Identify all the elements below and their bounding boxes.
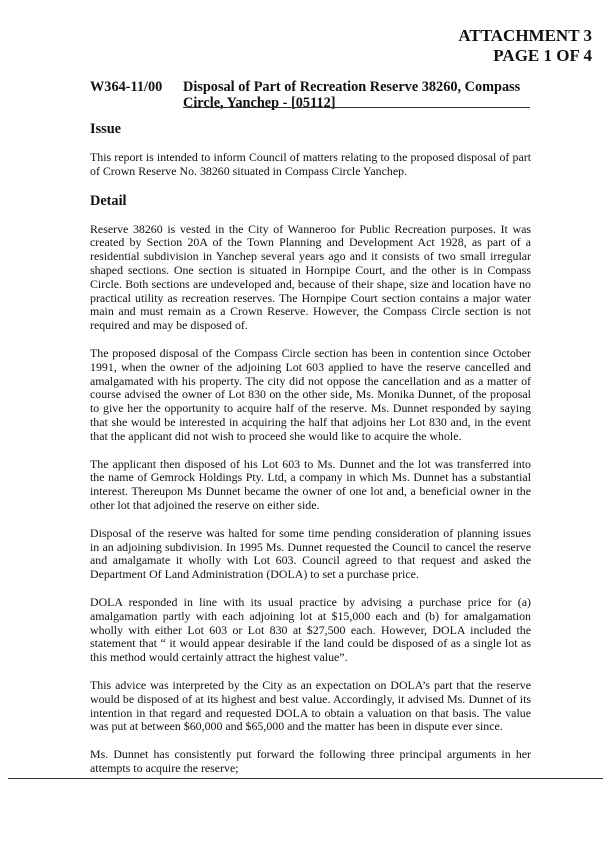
attachment-number: ATTACHMENT 3 — [458, 26, 592, 45]
report-code: W364-11/00 — [90, 79, 163, 95]
detail-paragraph-2: The proposed disposal of the Compass Circle section has been in contention since October 1991, when the owner of the adjoining Lot 603 applied to have the reserve cancelled and amalgamated with his property. The city did not oppose the cancellation and as a matter of course advised the owner of Lot 830 on the other side, Ms. Monika Dunnet, of the proposal to give her the opportunity to acquire half of the reserve. Ms. Dunnet responded by saying that she would be interested in acquiring the half that adjoins her Lot 830 and, in the event that the applicant did not wish to proceed she would like to acquire the whole. — [90, 345, 531, 443]
report-title: Disposal of Part of Recreation Reserve 38260, Compass Circle, Yanchep - [05112] — [183, 79, 521, 111]
detail-paragraph-7: Ms. Dunnet has consistently put forward the following three principal arguments in her attempts to acquire the reserve; — [90, 747, 531, 775]
heading-underline — [183, 107, 530, 108]
detail-paragraph-3: The applicant then disposed of his Lot 603 to Ms. Dunnet and the lot was transferred into the name of Gemrock Holdings Pty. Ltd, a company in which Ms. Dunnet has a substantial interest. Thereupon Ms Dunnet became the owner of one lot and, a beneficial owner in the other lot that adjoined the reserve on either side. — [90, 456, 531, 512]
page-indicator: PAGE 1 OF 4 — [493, 46, 592, 65]
detail-paragraph-4: Disposal of the reserve was halted for some time pending consideration of planning issues in an adjoining subdivision. In 1995 Ms. Dunnet requested the Council to cancel the reserve and amalgamate it wholly with Lot 603. Council agreed to that request and asked the Department Of Land Administration (DOLA) to set a purchase price. — [90, 525, 531, 582]
detail-paragraph-6: This advice was interpreted by the City as an expectation on DOLA’s part that the reserve would be disposed of at its highest and best value. Accordingly, it advised Ms. Dunnet of its intention in that regard and requested DOLA to obtain a valuation on that basis. The value was put at between $60,000 and $65,000 and the matter has been in dispute ever since. — [90, 677, 531, 734]
detail-paragraph-1: Reserve 38260 is vested in the City of Wanneroo for Public Recreation purposes. It was created by Section 20A of the Town Planning and Development Act 1928, as part of a residential subdivision in Yanchep several years ago and it consists of two small irregular shaped sections. One section is situated in Hornpipe Court, and the other is in Compass Circle. Both sections are undeveloped and, because of their shape, size and location have no practical utility as recreation reserves. The Hornpipe Court section contains a major water main and must remain as a Crown Reserve. However, the Compass Circle section is not required and may be disposed of. — [90, 221, 531, 333]
page-footer-rule — [8, 778, 603, 779]
detail-heading: Detail — [90, 192, 127, 209]
detail-paragraph-5: DOLA responded in line with its usual practice by advising a purchase price for (a) amalgamation partly with each adjoining lot at $15,000 each and (b) for amalgamation wholly with either Lot 603 or Lot 830 at $27,500 each. However, DOLA included the statement that “ it would appear desirable if the land could be disposed of as a single lot as this method would certainly attract the highest value”. — [90, 594, 531, 665]
attachment-label — [458, 26, 592, 66]
issue-heading: Issue — [90, 121, 121, 137]
issue-paragraph: This report is intended to inform Council of matters relating to the proposed disposal of part of Crown Reserve No. 38260 situated in Compass Circle Yanchep. — [90, 150, 531, 178]
report-body — [90, 121, 531, 790]
